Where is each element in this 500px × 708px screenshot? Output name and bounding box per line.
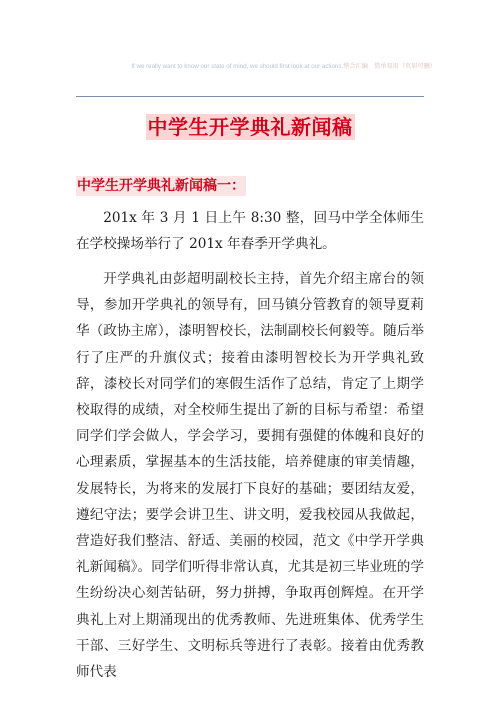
- document-title-wrap: [0, 114, 500, 140]
- page-header: [76, 63, 436, 71]
- header-tag: 整合汇编 简单易用（页眉可删）: [343, 63, 436, 70]
- paragraph-1: 201x 年 3 月 1 日上午 8:30 整，回马中学全体师生在学校操场举行了 201x 年春季开学典礼。: [76, 210, 424, 253]
- header-note: If we really want to know our state of mind, we should first look at our actions.: [131, 63, 344, 70]
- section-title: 中学生开学典礼新闻稿一：: [77, 178, 245, 194]
- paragraph-2: 开学典礼由彭超明副校长主持，首先介绍主席台的领导，参加开学典礼的领导有，回马镇分管教育的领导夏莉华（政协主席），漆明智校长，法制副校长何毅等。随后举行了庄严的升旗仪式；接着由漆明智校长为开学典礼致辞，漆校长对同学们的寒假生活作了总结，肯定了上期学校取得的成绩，对全校师生提出了新的目标与希望：希望同学们学会做人，学会学习，要拥有强健的体魄和良好的心理素质，掌握基本的生活技能，培养健康的审美情趣，发展特长，为将来的发展打下良好的基础；要团结友爱，遵纪守法；要学会讲卫生、讲文明，爱我校园从我做起，营造好我们整洁、舒适、美丽的校园，范文《中学开学典礼新闻稿》。同学们听得非常认真，尤其是初三毕业班的学生纷纷决心刻苦钻研，努力拼搏，争取再创辉煌。在开学典礼上对上期涌现出的优秀教师、先进班集体、优秀学生干部、三好学生、文明标兵等进行了表彰。接着由优秀教师代表: [76, 271, 424, 681]
- header-divider: [76, 96, 424, 97]
- document-title: 中学生开学典礼新闻稿: [147, 115, 353, 139]
